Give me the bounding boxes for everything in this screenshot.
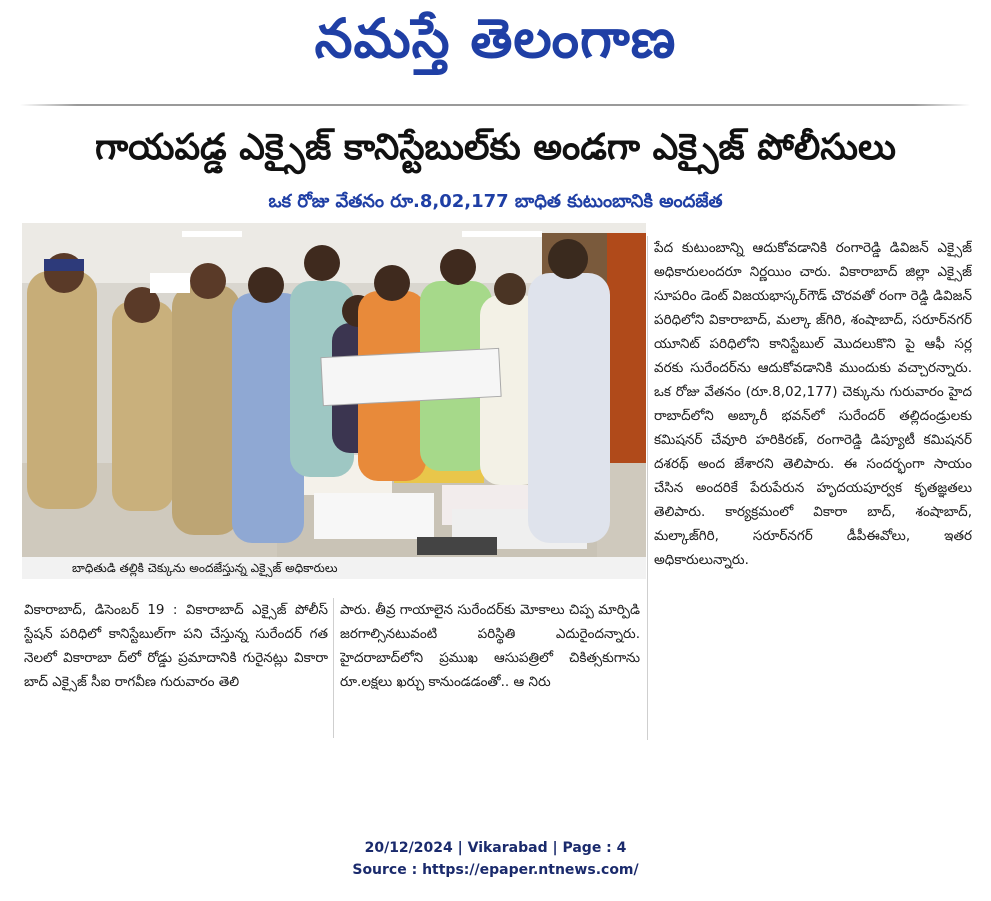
photo-caption: బాధితుడి తల్లికి చెక్కును అందజేస్తున్న ఎక్సైజ్ అధికారులు — [22, 557, 646, 579]
column-divider — [647, 236, 648, 740]
article-subheadline: ఒక రోజు వేతనం రూ.8,02,177 బాధిత కుటుంబానికి అందజేత — [268, 191, 723, 212]
article-headline: గాయపడ్డ ఎక్సైజ్ కానిస్టేబుల్‌కు అండగా ఎక్సైజ్ పోలీసులు — [95, 127, 896, 168]
column-divider — [333, 598, 334, 738]
article-column-1: వికారాబాద్, డిసెంబర్ 19 : వికారాబాద్ ఎక్సైజ్ పోలీస్ స్టేషన్ పరిధిలో కానిస్టేబుల్‌గా పని చేస్తున్న సురేందర్ గత నెలలో వికారాబా ద్‌లో రోడ్డు ప్రమాదానికి గురైనట్లు వికారా బాద్ ఎక్సైజ్ సీఐ రాగవీణ గురువారం తెలి — [24, 602, 328, 690]
footer-source-line: Source : https://epaper.ntnews.com/ — [352, 862, 639, 878]
footer-date-line: 20/12/2024 | Vikarabad | Page : 4 — [364, 840, 627, 856]
article-photo — [22, 223, 646, 579]
article-column-2: పారు. తీవ్ర గాయాలైన సురేందర్‌కు మోకాలు చిప్ప మార్పిడి జరగాల్సినటువంటి పరిస్థితి ఎదురైందన్నారు. హైదరాబాద్‌లోని ప్రముఖ ఆసుపత్రిలో చికిత్సకుగాను రూ.లక్షలు ఖర్చు కానుండడంతో.. ఆ నిరు — [340, 602, 640, 690]
masthead-title: నమస్తే తెలంగాణ — [314, 7, 677, 70]
top-divider — [20, 104, 970, 106]
article-column-3: పేద కుటుంబాన్ని ఆదుకోవడానికి రంగారెడ్డి డివిజన్ ఎక్సైజ్ అధికారులందరూ నిర్ణయిం చారు. వికారాబాద్ జిల్లా ఎక్సైజ్ సూపరిం డెంట్ విజయభాస్కర్‌గౌడ్ చొరవతో రంగా రెడ్డి డివిజన్ పరిధిలోని వికారాబాద్, మల్కా జ్‌గిరి, శంషాబాద్, సరూర్‌నగర్ యూనిట్ పరిధిలోని కానిస్టేబుల్ మొదలుకొని పై ఆఫీ సర్ల వరకు సురేందర్‌ను ఆదుకోవడానికి ముందుకు వచ్చారన్నారు. ఒక రోజు వేతనం (రూ.8,02,177) చెక్కును గురువారం హైద రాబాద్‌లోని అబ్కారీ భవన్‌లో సురేందర్ తల్లిదండ్రులకు కమిషనర్ చేవూరి హరికిరణ్, రంగారెడ్డి డిప్యూటీ కమిషనర్ దశరథ్ అంద జేశారని తెలిపారు. ఈ సందర్భంగా సాయం చేసిన అందరికే పేరుపేరున హృదయపూర్వక కృతజ్ఞతలు తెలిపారు. కార్యక్రమంలో వికారా బాద్, శంషాబాద్, మల్కాజ్‌గిరి, సరూర్‌నగర్ డీపీఈవోలు, ఇతర అధికారులున్నారు. — [654, 240, 972, 568]
